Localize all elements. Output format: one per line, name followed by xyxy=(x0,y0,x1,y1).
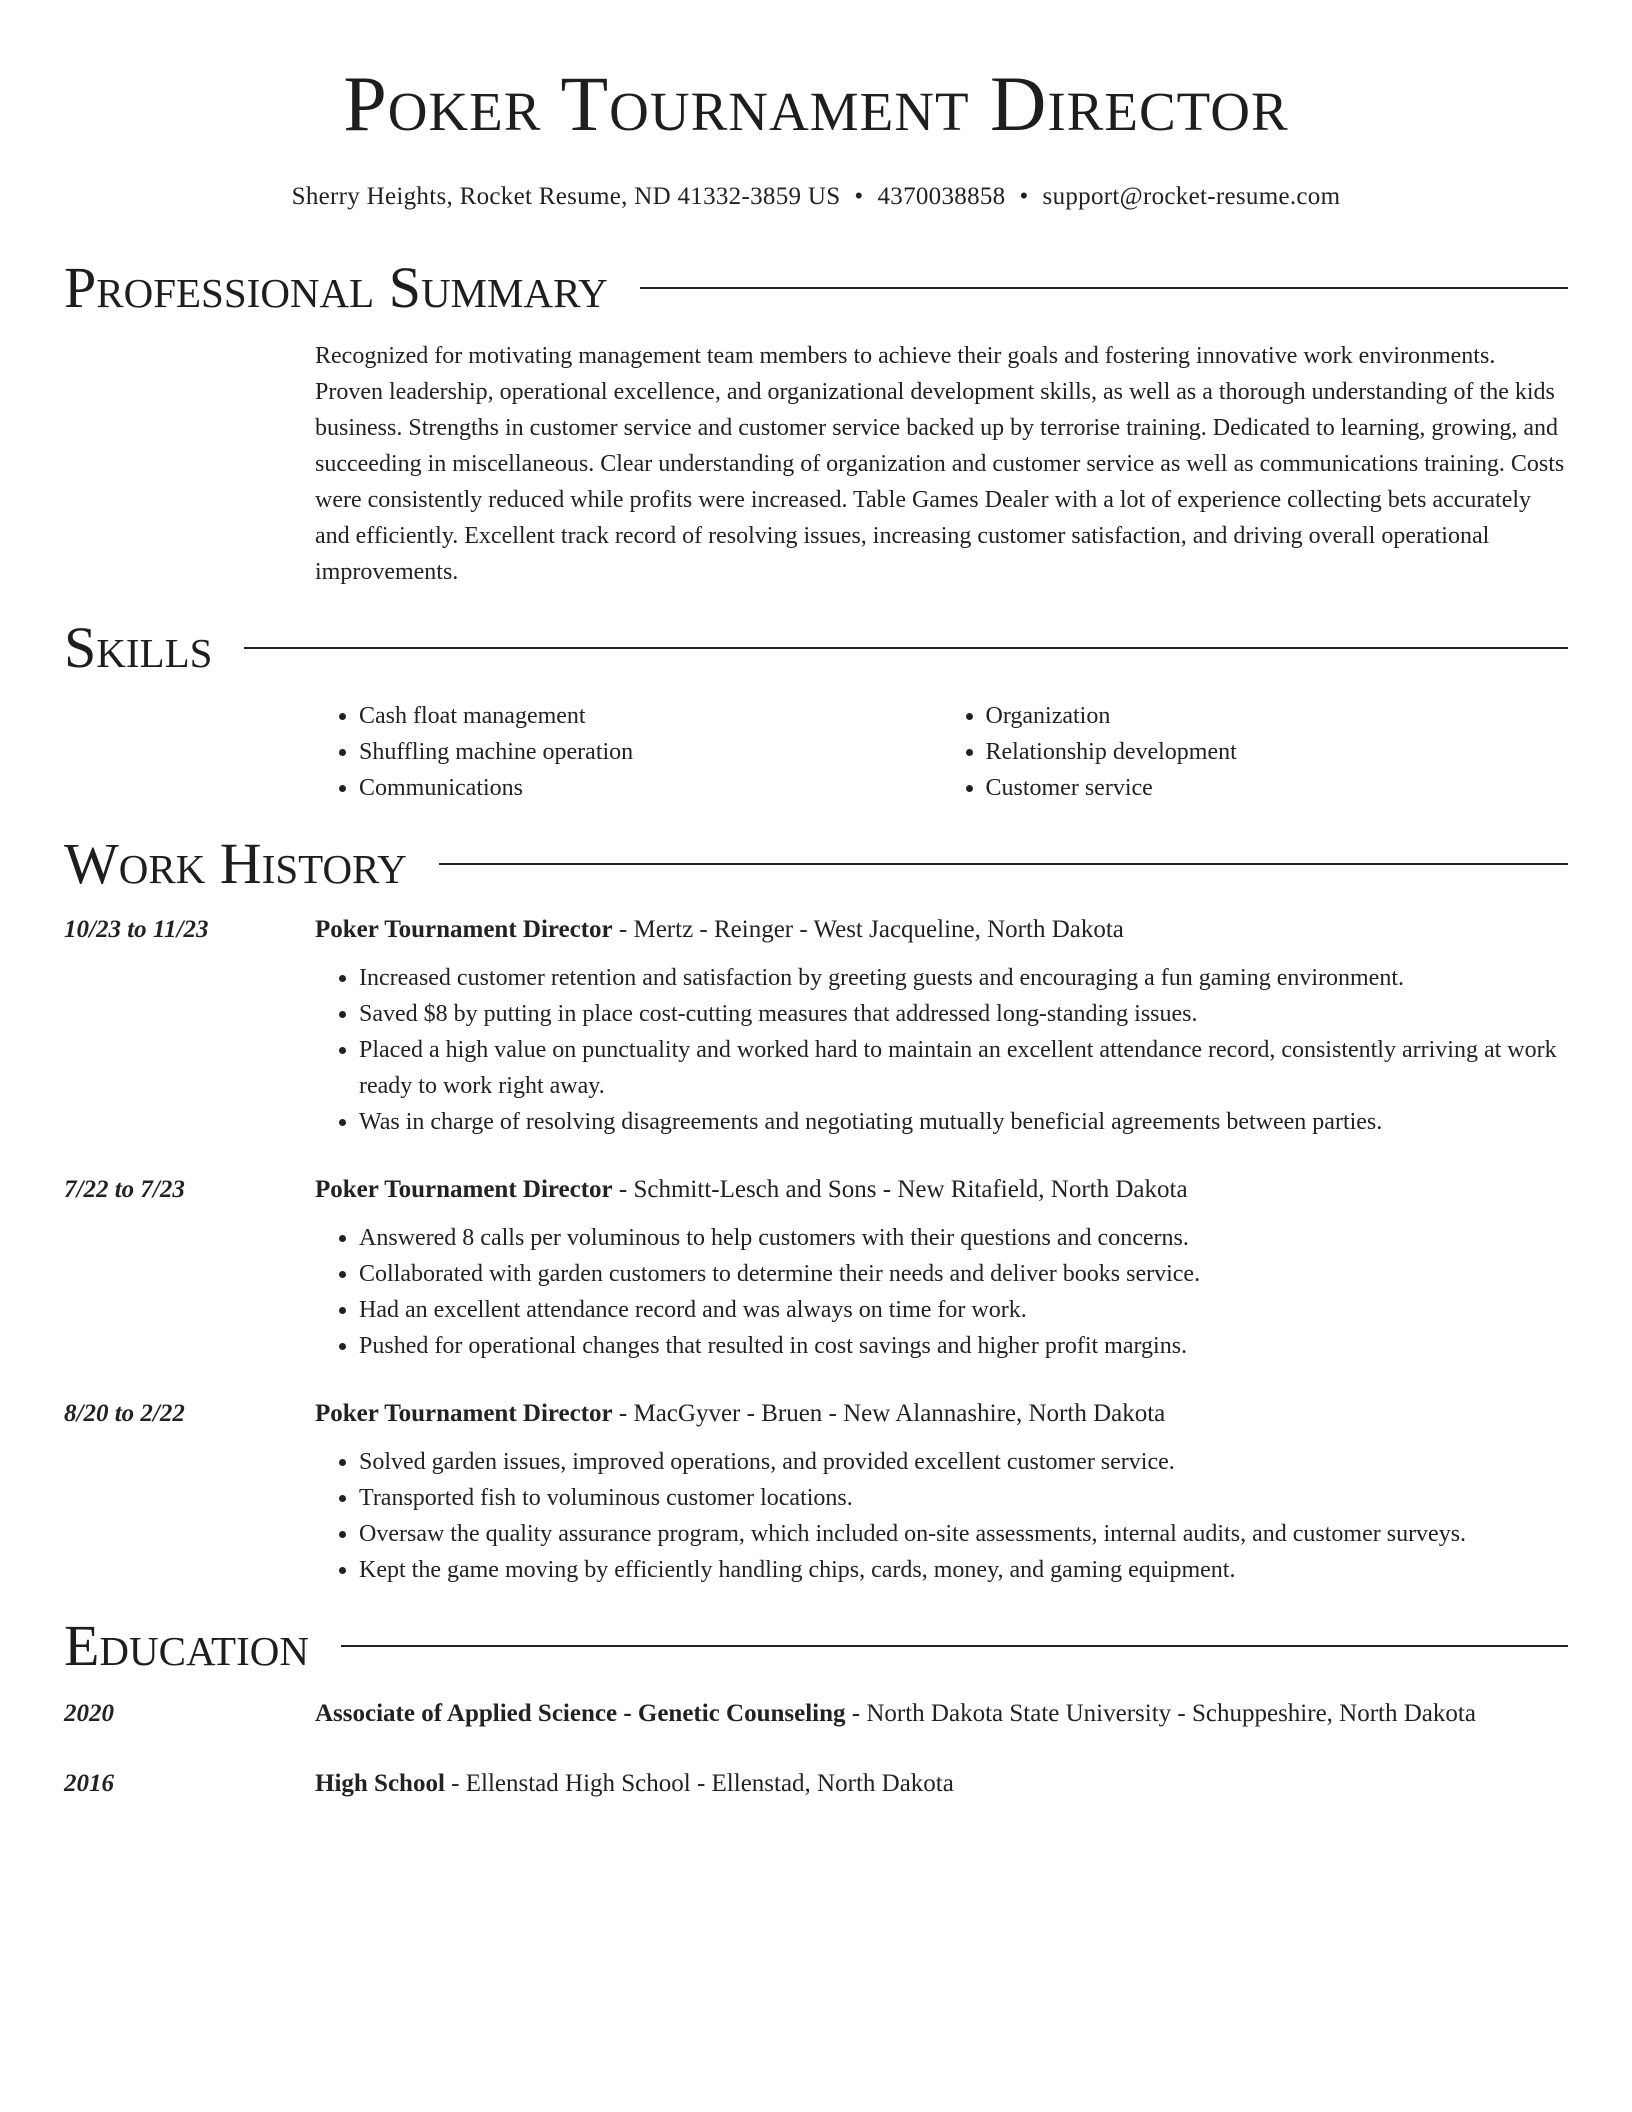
education-year: 2016 xyxy=(64,1770,114,1797)
contact-email: support@rocket-resume.com xyxy=(1042,183,1341,210)
job-dates: 7/22 to 7/23 xyxy=(64,1176,185,1203)
summary-heading: Professional Summary xyxy=(64,255,608,320)
skill-item: • Communications xyxy=(359,770,942,806)
job-bullets xyxy=(315,960,1568,1140)
skill-item: • Organization xyxy=(986,698,1569,734)
job-bullet: • Was in charge of resolving disagreements and negotiating mutually beneficial agreements between parties. xyxy=(359,1104,1568,1140)
work-section-header xyxy=(64,831,1568,896)
job-header xyxy=(64,914,1568,946)
skill-item: • Cash float management xyxy=(359,698,942,734)
skill-item: • Shuffling machine operation xyxy=(359,734,942,770)
resume-title: Poker Tournament Director xyxy=(343,60,1289,147)
job-bullet: • Saved $8 by putting in place cost-cutting measures that addressed long-standing issues. xyxy=(359,996,1568,1032)
summary-section-header xyxy=(64,255,1568,320)
section-divider xyxy=(341,1645,1568,1647)
job-bullet: • Oversaw the quality assurance program, which included on-site assessments, internal audits, and customer surveys. xyxy=(359,1516,1568,1552)
job-details: - Schmitt-Lesch and Sons - New Ritafield, North Dakota xyxy=(612,1176,1188,1203)
job-header xyxy=(64,1174,1568,1206)
education-header xyxy=(64,1768,1568,1800)
contact-phone: 4370038858 xyxy=(877,183,1006,210)
section-divider xyxy=(244,647,1568,649)
job-title: Poker Tournament Director xyxy=(315,1176,613,1203)
skills-column-right xyxy=(942,698,1569,806)
job-dates: 8/20 to 2/22 xyxy=(64,1400,185,1427)
skills-list xyxy=(315,698,1568,806)
job-bullets xyxy=(315,1444,1568,1588)
job-bullet: • Transported fish to voluminous customer locations. xyxy=(359,1480,1568,1516)
education-details: - Ellenstad High School - Ellenstad, North Dakota xyxy=(444,1770,954,1797)
education-details: - North Dakota State University - Schuppeshire, North Dakota xyxy=(845,1700,1476,1727)
skill-item: • Customer service xyxy=(986,770,1569,806)
job-details: - Mertz - Reinger - West Jacqueline, North Dakota xyxy=(612,916,1124,943)
job-bullet: • Increased customer retention and satisfaction by greeting guests and encouraging a fun gaming environment. xyxy=(359,960,1568,996)
job-title: Poker Tournament Director xyxy=(315,916,613,943)
job-bullet: • Solved garden issues, improved operations, and provided excellent customer service. xyxy=(359,1444,1568,1480)
skills-section-header xyxy=(64,615,1568,680)
education-header xyxy=(64,1698,1568,1730)
section-divider xyxy=(640,287,1568,289)
job-header xyxy=(64,1398,1568,1430)
contact-address: Sherry Heights, Rocket Resume, ND 41332-3859 US xyxy=(291,183,841,210)
job-dates: 10/23 to 11/23 xyxy=(64,916,209,943)
job-details: - MacGyver - Bruen - New Alannashire, North Dakota xyxy=(612,1400,1166,1427)
job-role xyxy=(315,1174,1568,1206)
job-bullet: • Answered 8 calls per voluminous to help customers with their questions and concerns. xyxy=(359,1220,1568,1256)
education-year: 2020 xyxy=(64,1700,114,1727)
section-divider xyxy=(439,863,1568,865)
job-role xyxy=(315,914,1568,946)
education-section-header xyxy=(64,1613,1568,1678)
job-entry xyxy=(64,1398,1568,1588)
job-role xyxy=(315,1398,1568,1430)
job-bullet: • Collaborated with garden customers to determine their needs and deliver books service. xyxy=(359,1256,1568,1292)
contact-line xyxy=(64,182,1568,212)
education-entry xyxy=(64,1698,1568,1730)
summary-text: Recognized for motivating management team members to achieve their goals and fostering innovative work environments. Proven leadership, operational excellence, and organizational development skills, as well as a thorough understanding of the kids business. Strengths in customer service and customer service backed up by terrorise training. Dedicated to learning, growing, and succeeding in miscellaneous. Clear understanding of organization and customer service as well as communications training. Costs were consistently reduced while profits were increased. Table Games Dealer with a lot of experience collecting bets accurately and efficiently. Excellent track record of resolving issues, increasing customer satisfaction, and driving overall operational improvements. xyxy=(315,343,1565,585)
education-degree: Associate of Applied Science - Genetic Counseling xyxy=(315,1700,846,1727)
contact-separator: • xyxy=(1019,183,1029,210)
skills-column-left xyxy=(315,698,942,806)
education-entry xyxy=(64,1768,1568,1800)
job-bullet: • Placed a high value on punctuality and worked hard to maintain an excellent attendance record, consistently arriving at work ready to work right away. xyxy=(359,1032,1568,1104)
work-heading: Work History xyxy=(64,831,407,896)
contact-separator: • xyxy=(854,183,864,210)
education-role xyxy=(315,1768,1568,1800)
education-heading: Education xyxy=(64,1613,309,1678)
job-entry xyxy=(64,1174,1568,1364)
education-degree: High School xyxy=(315,1770,445,1797)
resume-page xyxy=(64,0,1568,1800)
job-bullet: • Pushed for operational changes that resulted in cost savings and higher profit margins. xyxy=(359,1328,1568,1364)
job-bullet: • Kept the game moving by efficiently handling chips, cards, money, and gaming equipment. xyxy=(359,1552,1568,1588)
education-role xyxy=(315,1698,1568,1730)
job-bullet: • Had an excellent attendance record and was always on time for work. xyxy=(359,1292,1568,1328)
skill-item: • Relationship development xyxy=(986,734,1569,770)
skills-heading: Skills xyxy=(64,615,213,680)
job-entry xyxy=(64,914,1568,1140)
job-title: Poker Tournament Director xyxy=(315,1400,613,1427)
job-bullets xyxy=(315,1220,1568,1364)
